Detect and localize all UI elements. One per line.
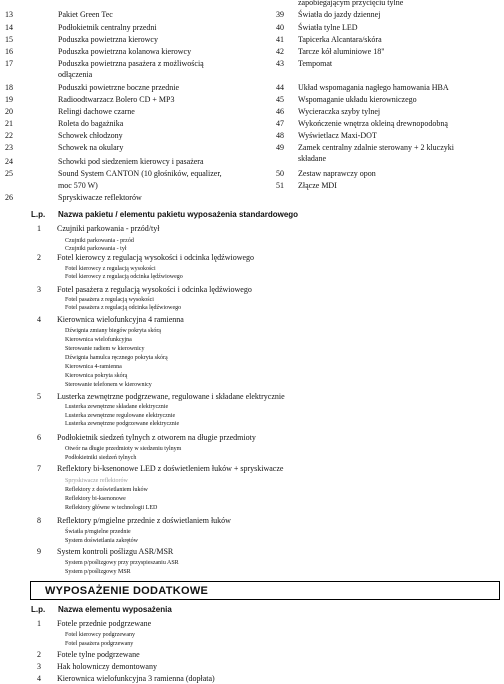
std-item-number: 9 (37, 547, 41, 556)
std-item-number: 3 (37, 285, 41, 294)
left-list-number: 24 (5, 157, 13, 166)
right-list-number: 44 (276, 83, 284, 92)
std-item-number: 8 (37, 516, 41, 525)
right-list-item: Światła tylne LED (298, 23, 358, 32)
std-subitem: Sterowanie telefonem w kierownicy (65, 382, 152, 388)
std-item-name: Fotel kierowcy z regulacją wysokości i odcinka lędźwiowego (57, 253, 255, 262)
left-list-number: 13 (5, 10, 13, 19)
right-list-number: 40 (276, 23, 284, 32)
std-item-name: Lusterka zewnętrzne podgrzewane, regulowane i składane elektrycznie (57, 392, 285, 401)
std-subitem: Dźwignia zmiany biegów pokryta skórą (65, 328, 161, 334)
std-item-number: 5 (37, 392, 41, 401)
right-list-number: 50 (276, 169, 284, 178)
left-list-item: Poduszka powietrzna pasażera z możliwością (58, 59, 204, 68)
std-subitem: System p/poślizgowy przy przyspieszaniu ASR (65, 560, 179, 566)
right-list-item: Układ wspomagania nagłego hamowania HBA (298, 83, 449, 92)
std-subitem: Czujniki parkowania - tył (65, 246, 127, 252)
left-list-item: Sound System CANTON (10 głośników, equalizer, (58, 169, 222, 178)
std-item-number: 7 (37, 464, 41, 473)
std-subitem: Lusterka zewnętrzne składane elektrycznie (65, 404, 169, 410)
std-subitem: System p/poślizgowy MSR (65, 569, 131, 575)
std-item-name: Czujniki parkowania - przód/tył (57, 224, 160, 233)
right-list-item: Światła do jazdy dziennej (298, 10, 381, 19)
left-list-item: Schowki pod siedzeniem kierowcy i pasażera (58, 157, 204, 166)
add-item-name: Fotele przednie podgrzewane (57, 619, 152, 628)
std-subitem: Kierownica pokryta skórą (65, 373, 128, 379)
right-list-number: 49 (276, 143, 284, 152)
std-item-name: Reflektory bi-ksenonowe LED z doświetleniem łuków + spryskiwacze (57, 464, 284, 473)
std-subitem: Sterowanie radiem w kierownicy (65, 346, 145, 352)
std-subitem: Lusterka zewnętrzne regulowane elektrycznie (65, 413, 176, 419)
std-subitem: Kierownica 4-ramienna (65, 364, 122, 370)
std-subitem: Fotel pasażera z regulacją wysokości (65, 297, 154, 303)
right-list-number: 48 (276, 131, 284, 140)
left-list-item: moc 570 W) (58, 181, 98, 190)
right-list-item: Zestaw naprawczy opon (298, 169, 376, 178)
std-subitem: Światła p/mgielne przednie (65, 529, 131, 535)
right-list-item: Złącze MDI (298, 181, 337, 190)
std-item-number: 1 (37, 224, 41, 233)
right-list-item: Tarcze kół aluminiowe 18" (298, 47, 385, 56)
right-list-item: Wspomaganie układu kierowniczego (298, 95, 417, 104)
left-list-item: Poduszki powietrzne boczne przednie (58, 83, 180, 92)
left-list-number: 22 (5, 131, 13, 140)
left-list-item: Poduszka powietrzna kolanowa kierowcy (58, 47, 192, 56)
std-subitem: Reflektory bi-ksenonowe (65, 496, 126, 502)
left-list-number: 20 (5, 107, 13, 116)
left-list-number: 17 (5, 59, 13, 68)
std-lp-header: L.p. (31, 210, 46, 219)
right-list-item: składane (298, 154, 326, 163)
section-banner (30, 581, 500, 600)
std-subitem: Fotel kierowcy z regulacją wysokości (65, 266, 156, 272)
right-list-item: Zamek centralny zdalnie sterowany + 2 kluczyki (298, 143, 455, 152)
left-list-item: Relingi dachowe czarne (58, 107, 135, 116)
right-list-item: Tapicerka Alcantara/skóra (298, 35, 382, 44)
right-list-item: Wykończenie wnętrza okleiną drewnopodobną (298, 119, 448, 128)
add-item-name: Fotele tylne podgrzewane (57, 650, 140, 659)
std-subitem: Spryskiwacze reflektorów (65, 478, 128, 484)
std-item-name: Fotel pasażera z regulacją wysokości i odcinka lędźwiowego (57, 285, 252, 294)
std-subitem: Dźwignia hamulca ręcznego pokryta skórą (65, 355, 168, 361)
right-list-item: Wycieraczka szyby tylnej (298, 107, 381, 116)
left-list-item: Pakiet Green Tec (58, 10, 113, 19)
add-item-number: 4 (37, 674, 41, 683)
right-list-number: 42 (276, 47, 284, 56)
std-item-name: Kierownica wielofunkcyjna 4 ramienna (57, 315, 184, 324)
right-list-number: 43 (276, 59, 284, 68)
right-list-item: zapobiegającym przycięciu tylne (298, 0, 404, 7)
add-title-header: Nazwa elementu wyposażenia (58, 605, 172, 614)
add-item-number: 3 (37, 662, 41, 671)
std-item-name: System kontroli poślizgu ASR/MSR (57, 547, 174, 556)
add-subitem: Fotel kierowcy podgrzewany (65, 632, 135, 638)
std-item-number: 2 (37, 253, 41, 262)
left-list-number: 14 (5, 23, 13, 32)
left-list-number: 23 (5, 143, 13, 152)
std-title-header: Nazwa pakietu / elementu pakietu wyposażenia standardowego (58, 210, 299, 219)
std-item-name: Podłokietnik siedzeń tylnych z otworem na długie przedmioty (57, 433, 256, 442)
std-item-name: Reflektory p/mgielne przednie z doświetlaniem łuków (57, 516, 231, 525)
std-subitem: Reflektory z doświetlaniem łuków (65, 487, 148, 493)
add-subitem: Fotel pasażera podgrzewany (65, 641, 134, 647)
left-list-number: 16 (5, 47, 13, 56)
left-list-item: Radioodtwarzacz Bolero CD + MP3 (58, 95, 175, 104)
std-subitem: Czujniki parkowania - przód (65, 238, 134, 244)
std-item-number: 6 (37, 433, 41, 442)
std-subitem: Podłokietniki siedzeń tylnych (65, 455, 137, 461)
add-item-name: Kierownica wielofunkcyjna 3 ramienna (dopłata) (57, 674, 215, 683)
add-lp-header: L.p. (31, 605, 46, 614)
left-list-number: 18 (5, 83, 13, 92)
left-list-item: Schowek chłodzony (58, 131, 123, 140)
std-subitem: Fotel kierowcy z regulacją odcinka lędźwiowego (65, 274, 183, 280)
std-subitem: Otwór na długie przedmioty w siedzeniu tylnym (65, 446, 182, 452)
right-list-item: Wyświetlacz Maxi-DOT (298, 131, 377, 140)
section-banner-title: WYPOSAŻENIE DODATKOWE (45, 585, 209, 597)
left-list-item: Poduszka powietrzna kierowcy (58, 35, 158, 44)
right-list-number: 41 (276, 35, 284, 44)
right-list-item: Tempomat (298, 59, 333, 68)
std-subitem: Lusterka zewnętrzne podgrzewane elektrycznie (65, 421, 180, 427)
std-subitem: Fotel pasażera z regulacją odcinka lędźwiowego (65, 305, 182, 311)
right-list-number: 46 (276, 107, 284, 116)
left-list-number: 21 (5, 119, 13, 128)
right-list-number: 51 (276, 181, 284, 190)
left-list-number: 25 (5, 169, 13, 178)
right-list-number: 45 (276, 95, 284, 104)
std-item-number: 4 (37, 315, 41, 324)
std-subitem: Reflektory główne w technologii LED (65, 505, 158, 511)
left-list-number: 19 (5, 95, 13, 104)
add-item-number: 1 (37, 619, 41, 628)
left-list-item: Schowek na okulary (58, 143, 124, 152)
left-list-item: Podłokietnik centralny przedni (58, 23, 157, 32)
right-list-number: 47 (276, 119, 284, 128)
left-list-number: 15 (5, 35, 13, 44)
left-list-item: Spryskiwacze reflektorów (58, 193, 142, 202)
add-item-number: 2 (37, 650, 41, 659)
left-list-item: odłączenia (58, 70, 93, 79)
std-subitem: System doświetlania zakrętów (65, 538, 138, 544)
right-list-number: 39 (276, 10, 284, 19)
left-list-item: Roleta do bagażnika (58, 119, 124, 128)
add-item-name: Hak holowniczy demontowany (57, 662, 157, 671)
std-subitem: Kierownica wielofunkcyjna (65, 337, 132, 343)
left-list-number: 26 (5, 193, 13, 202)
